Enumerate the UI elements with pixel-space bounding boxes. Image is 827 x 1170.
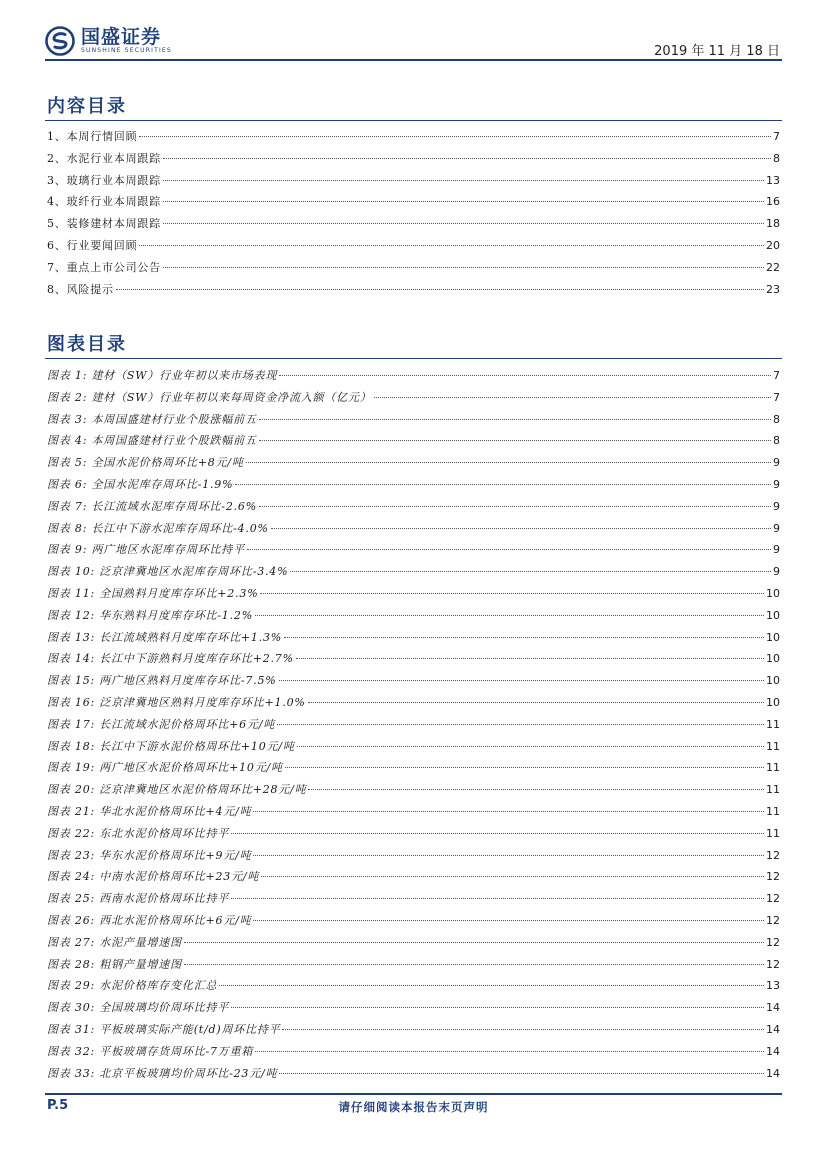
figure-entry[interactable] <box>47 1065 780 1087</box>
figure-entry-page: 10 <box>766 652 780 666</box>
contents-entry-label: 4、玻纤行业本周跟踪 <box>47 195 161 209</box>
dot-leader <box>247 549 771 550</box>
contents-entry-page: 7 <box>773 130 780 143</box>
dot-leader <box>235 484 771 485</box>
figure-entry-label: 图表 3: 本周国盛建材行业个股涨幅前五 <box>47 412 257 426</box>
dot-leader <box>285 767 764 768</box>
dot-leader <box>231 833 764 834</box>
figure-entry[interactable] <box>47 956 780 978</box>
figure-entry[interactable] <box>47 541 780 563</box>
contents-title-divider <box>45 120 782 121</box>
footer-divider <box>45 1093 782 1095</box>
figure-entry-label: 图表 23: 华东水泥价格周环比+9元/吨 <box>47 848 252 862</box>
figure-entry-page: 8 <box>773 434 780 448</box>
figure-entry[interactable] <box>47 367 780 389</box>
figure-entry-page: 10 <box>766 630 780 644</box>
figure-entry-page: 9 <box>773 477 780 491</box>
figure-entry[interactable] <box>47 389 780 411</box>
figure-entry[interactable] <box>47 847 780 869</box>
figure-entry-label: 图表 8: 长江中下游水泥库存周环比-4.0% <box>47 521 269 535</box>
figures-title-divider <box>45 358 782 359</box>
figure-entry-label: 图表 31: 平板玻璃实际产能(t/d)周环比持平 <box>47 1022 281 1036</box>
dot-leader <box>246 462 771 463</box>
dot-leader <box>297 746 764 747</box>
dot-leader <box>290 571 771 572</box>
dot-leader <box>184 964 764 965</box>
figure-entry-label: 图表 27: 水泥产量增速图 <box>47 935 182 949</box>
figure-entry[interactable] <box>47 629 780 651</box>
figure-entry[interactable] <box>47 803 780 825</box>
figure-entry[interactable] <box>47 977 780 999</box>
header-divider <box>45 59 782 61</box>
figure-entry[interactable] <box>47 716 780 738</box>
figure-entry[interactable] <box>47 781 780 803</box>
dot-leader <box>271 528 771 529</box>
figure-entry-page: 14 <box>766 1022 780 1036</box>
figure-entry-label: 图表 22: 东北水泥价格周环比持平 <box>47 826 230 840</box>
figure-entry-page: 9 <box>773 456 780 470</box>
figure-entry[interactable] <box>47 454 780 476</box>
contents-entry-label: 6、行业要闻回顾 <box>47 238 138 252</box>
figure-entry-page: 12 <box>766 935 780 949</box>
figure-entry-label: 图表 19: 两广地区水泥价格周环比+10元/吨 <box>47 761 283 775</box>
figure-entry-page: 7 <box>773 369 780 382</box>
contents-entry-label: 1、本周行情回顾 <box>47 130 138 143</box>
report-date: 2019 年 11 月 18 日 <box>654 44 780 59</box>
figure-entry-label: 图表 4: 本周国盛建材行业个股跌幅前五 <box>47 434 257 448</box>
contents-entry[interactable] <box>47 150 780 172</box>
dot-leader <box>261 876 764 877</box>
figure-entry-page: 10 <box>766 695 780 709</box>
figure-entry-page: 13 <box>766 979 780 993</box>
figure-entry-label: 图表 17: 长江流域水泥价格周环比+6元/吨 <box>47 717 276 731</box>
figure-entry-label: 图表 1: 建材（SW）行业年初以来市场表现 <box>47 369 278 382</box>
figure-entry[interactable] <box>47 759 780 781</box>
figure-entry[interactable] <box>47 694 780 716</box>
dot-leader <box>279 680 764 681</box>
dot-leader <box>253 855 764 856</box>
figure-entry[interactable] <box>47 868 780 890</box>
contents-entry[interactable] <box>47 193 780 215</box>
figure-entry[interactable] <box>47 585 780 607</box>
figure-entry-label: 图表 29: 水泥价格库存变化汇总 <box>47 979 218 993</box>
figure-entry[interactable] <box>47 890 780 912</box>
contents-entry[interactable] <box>47 215 780 237</box>
dot-leader <box>277 724 764 725</box>
figures-title: 图表目录 <box>47 334 127 355</box>
figure-entry-label: 图表 2: 建材（SW）行业年初以来每周资金净流入额（亿元） <box>47 390 372 404</box>
figure-entry-label: 图表 15: 两广地区熟料月度库存环比-7.5% <box>47 674 277 688</box>
figure-entry-page: 8 <box>773 412 780 426</box>
contents-entry[interactable] <box>47 237 780 259</box>
dot-leader <box>255 615 764 616</box>
dot-leader <box>260 593 764 594</box>
contents-entry[interactable] <box>47 259 780 281</box>
dot-leader <box>253 811 764 812</box>
figure-entry-page: 11 <box>766 717 780 731</box>
dot-leader <box>282 1029 764 1030</box>
figure-entry[interactable] <box>47 912 780 934</box>
figure-entry-page: 10 <box>766 674 780 688</box>
dot-leader <box>259 506 771 507</box>
figure-entry[interactable] <box>47 432 780 454</box>
dot-leader <box>163 201 764 202</box>
dot-leader <box>255 1051 764 1052</box>
dot-leader <box>231 898 764 899</box>
figure-entry-page: 9 <box>773 521 780 535</box>
logo-name-cn: 国盛证券 <box>81 26 162 48</box>
figure-entry-page: 9 <box>773 565 780 579</box>
contents-entry-page: 22 <box>766 260 780 274</box>
dot-leader <box>279 1073 764 1074</box>
figure-entry-page: 11 <box>766 761 780 775</box>
figure-entry[interactable] <box>47 999 780 1021</box>
figure-entry[interactable] <box>47 1043 780 1065</box>
figure-entry[interactable] <box>47 672 780 694</box>
company-logo <box>45 26 172 56</box>
page-footer <box>45 1093 782 1119</box>
figure-entry[interactable] <box>47 607 780 629</box>
figure-entry[interactable] <box>47 650 780 672</box>
dot-leader <box>163 158 771 159</box>
figure-entry-page: 12 <box>766 913 780 927</box>
contents-entry-page: 23 <box>766 282 780 296</box>
figure-entry-label: 图表 7: 长江流域水泥库存周环比-2.6% <box>47 499 257 513</box>
figure-entry-page: 12 <box>766 848 780 862</box>
dot-leader <box>308 702 764 703</box>
figure-entry-page: 9 <box>773 499 780 513</box>
contents-entry-label: 8、风险提示 <box>47 282 114 296</box>
figure-entry[interactable] <box>47 498 780 520</box>
figure-entry-label: 图表 10: 泛京津冀地区水泥库存周环比-3.4% <box>47 565 289 579</box>
figure-entry-page: 10 <box>766 608 780 622</box>
dot-leader <box>139 245 764 246</box>
page-number: P.5 <box>47 1098 69 1113</box>
figure-entry-label: 图表 12: 华东熟料月度库存环比-1.2% <box>47 608 253 622</box>
dot-leader <box>116 289 764 290</box>
figures-list <box>47 367 780 1086</box>
figure-entry-page: 11 <box>766 804 780 818</box>
figure-entry[interactable] <box>47 1021 780 1043</box>
figure-entry-label: 图表 11: 全国熟料月度库存环比+2.3% <box>47 586 259 600</box>
dot-leader <box>284 637 764 638</box>
figure-entry[interactable] <box>47 563 780 585</box>
logo-name-en: SUNSHINE SECURITIES <box>81 47 172 54</box>
figure-entry-label: 图表 30: 全国玻璃均价周环比持平 <box>47 1001 230 1015</box>
figure-entry[interactable] <box>47 738 780 760</box>
figure-entry-page: 7 <box>773 390 780 404</box>
figure-entry-page: 10 <box>766 586 780 600</box>
figure-entry-page: 14 <box>766 1066 780 1080</box>
figure-entry-label: 图表 9: 两广地区水泥库存周环比持平 <box>47 543 245 557</box>
dot-leader <box>279 375 771 376</box>
dot-leader <box>296 658 764 659</box>
figure-entry-page: 11 <box>766 826 780 840</box>
figure-entry-label: 图表 20: 泛京津冀地区水泥价格周环比+28元/吨 <box>47 783 307 797</box>
figure-entry-label: 图表 26: 西北水泥价格周环比+6元/吨 <box>47 913 252 927</box>
figure-entry-page: 14 <box>766 1001 780 1015</box>
dot-leader <box>259 419 771 420</box>
page-header <box>45 22 782 62</box>
dot-leader <box>308 789 764 790</box>
contents-entry-page: 16 <box>766 195 780 209</box>
contents-entry-label: 5、装修建材本周跟踪 <box>47 217 161 231</box>
dot-leader <box>184 942 764 943</box>
figure-entry[interactable] <box>47 476 780 498</box>
figure-entry-page: 12 <box>766 892 780 906</box>
dot-leader <box>374 397 771 398</box>
figure-entry[interactable] <box>47 825 780 847</box>
dot-leader <box>259 440 771 441</box>
contents-title: 内容目录 <box>47 96 127 117</box>
figure-entry-label: 图表 6: 全国水泥库存周环比-1.9% <box>47 477 234 491</box>
figure-entry-label: 图表 5: 全国水泥价格周环比+8元/吨 <box>47 456 244 470</box>
contents-list <box>47 128 780 302</box>
dot-leader <box>253 920 764 921</box>
contents-entry-page: 8 <box>773 151 780 165</box>
figure-entry-label: 图表 28: 粗钢产量增速图 <box>47 957 182 971</box>
figure-entry-label: 图表 32: 平板玻璃存货周环比-7万重箱 <box>47 1044 254 1058</box>
contents-entry-label: 7、重点上市公司公告 <box>47 260 161 274</box>
figure-entry-page: 11 <box>766 739 780 753</box>
figure-entry-page: 11 <box>766 783 780 797</box>
figure-entry-label: 图表 18: 长江中下游水泥价格周环比+10元/吨 <box>47 739 295 753</box>
dot-leader <box>163 267 764 268</box>
figure-entry[interactable] <box>47 411 780 433</box>
figure-entry-label: 图表 33: 北京平板玻璃均价周环比-23元/吨 <box>47 1066 278 1080</box>
figure-entry-page: 12 <box>766 870 780 884</box>
dot-leader <box>163 223 764 224</box>
figure-entry-page: 12 <box>766 957 780 971</box>
figure-entry-label: 图表 13: 长江流域熟料月度库存环比+1.3% <box>47 630 283 644</box>
figure-entry-label: 图表 25: 西南水泥价格周环比持平 <box>47 892 230 906</box>
contents-entry-label: 2、水泥行业本周跟踪 <box>47 151 161 165</box>
figure-entry-page: 9 <box>773 543 780 557</box>
figure-entry-page: 14 <box>766 1044 780 1058</box>
figure-entry[interactable] <box>47 934 780 956</box>
figure-entry[interactable] <box>47 520 780 542</box>
contents-entry-label: 3、玻璃行业本周跟踪 <box>47 173 161 187</box>
dot-leader <box>163 180 764 181</box>
dot-leader <box>219 985 764 986</box>
figure-entry-label: 图表 14: 长江中下游熟料月度库存环比+2.7% <box>47 652 294 666</box>
dot-leader <box>139 136 771 137</box>
contents-entry[interactable] <box>47 128 780 150</box>
contents-entry[interactable] <box>47 172 780 194</box>
logo-emblem-icon <box>45 26 75 56</box>
disclaimer-note: 请仔细阅读本报告末页声明 <box>338 1100 489 1114</box>
contents-entry-page: 18 <box>766 217 780 231</box>
figure-entry-label: 图表 24: 中南水泥价格周环比+23元/吨 <box>47 870 260 884</box>
contents-entry-page: 20 <box>766 238 780 252</box>
figure-entry-label: 图表 21: 华北水泥价格周环比+4元/吨 <box>47 804 252 818</box>
figure-entry-label: 图表 16: 泛京津冀地区熟料月度库存环比+1.0% <box>47 695 306 709</box>
contents-entry-page: 13 <box>766 173 780 187</box>
contents-entry[interactable] <box>47 281 780 303</box>
dot-leader <box>231 1007 764 1008</box>
